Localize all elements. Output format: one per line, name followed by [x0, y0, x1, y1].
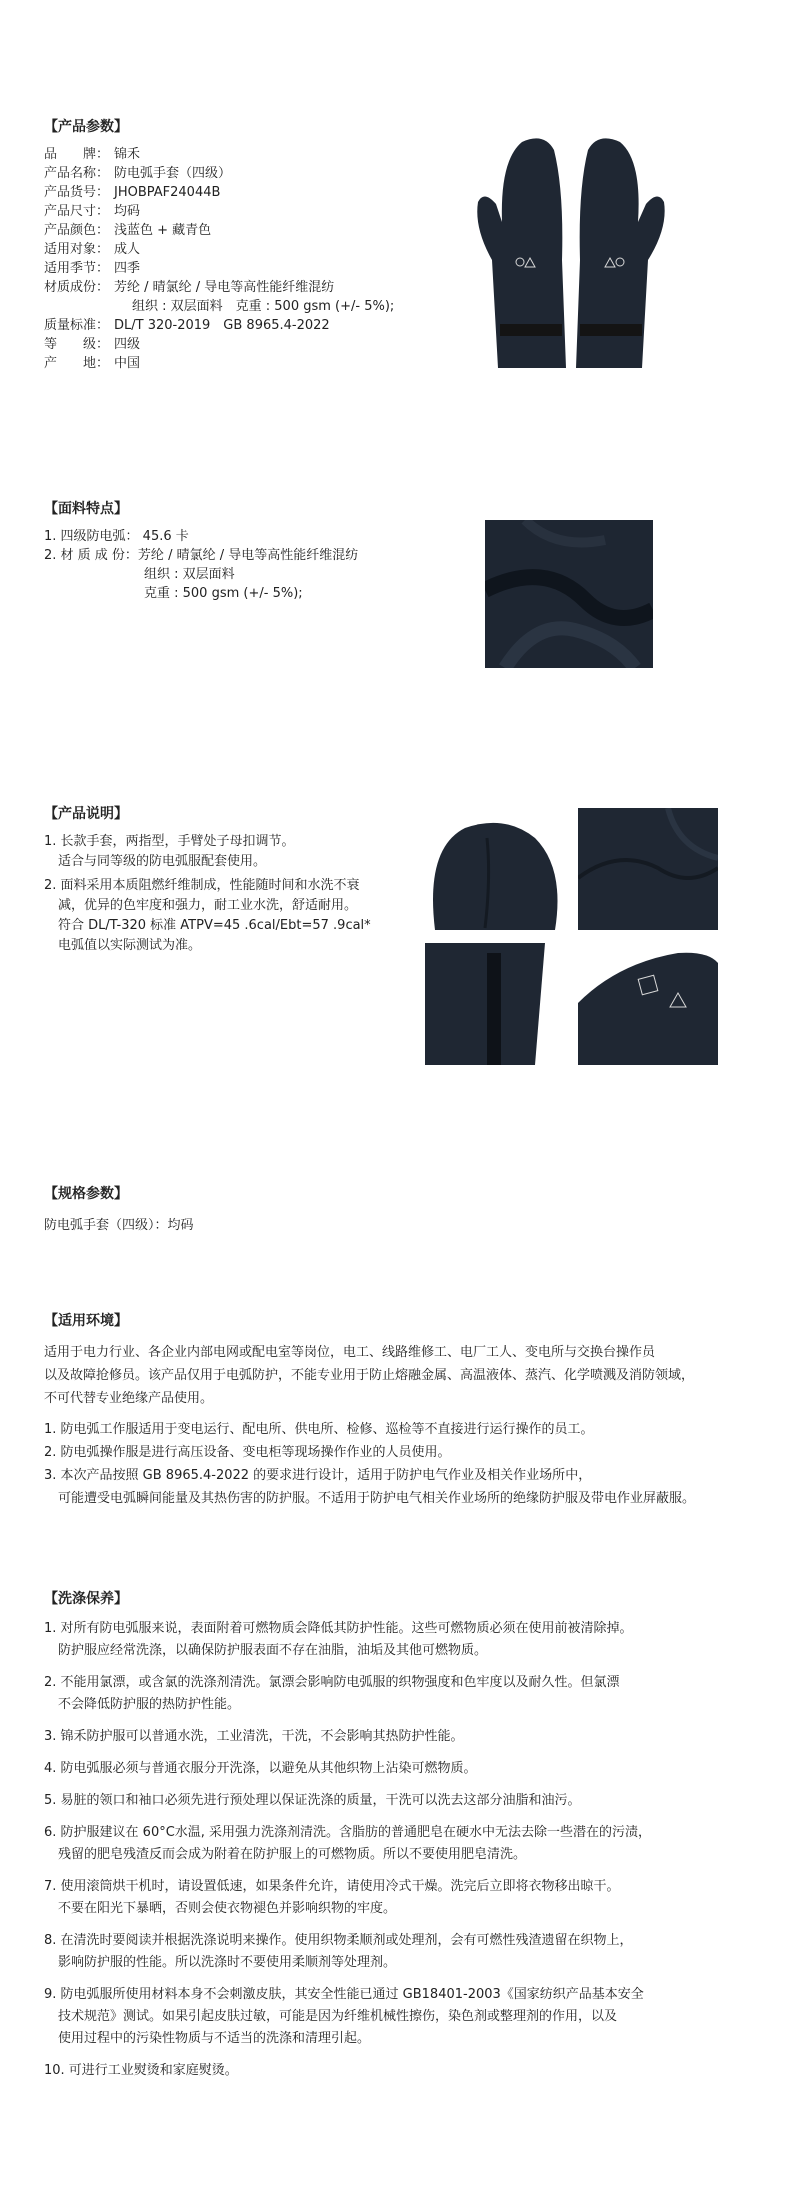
care-item: 10. 可进行工业熨烫和家庭熨烫。	[44, 2063, 238, 2078]
param-row: 产 地： 中国	[44, 356, 141, 371]
desc-title: 【产品说明】	[44, 806, 128, 822]
desc-section	[44, 805, 371, 956]
care-item: 2. 不能用氯漂，或含氯的洗涤剂清洗。氯漂会影响防电弧服的织物强度和色牢度以及耐久性。但氯漂 不会降低防护服的热防护性能。	[44, 1675, 620, 1712]
env-intro-line: 不可代替专业绝缘产品使用。	[44, 1391, 214, 1406]
param-row: 等 级： 四级	[44, 337, 141, 352]
fabric-line: 1. 四级防电弧： 45.6 卡	[44, 529, 189, 544]
env-item: 可能遭受电弧瞬间能量及其热伤害的防护服。不适用于防护电气相关作业场所的绝缘防护服及带电作业屏蔽服。	[58, 1491, 696, 1506]
param-row: 适用季节： 四季	[44, 261, 141, 276]
care-item: 5. 易脏的领口和袖口必须先进行预处理以保证洗涤的质量，干洗可以洗去这部分油脂和油污。	[44, 1793, 581, 1808]
param-row: 组织 : 双层面料 克重 : 500 gsm (+/- 5%);	[132, 299, 395, 314]
param-row: 产品尺寸： 均码	[44, 204, 141, 219]
env-section	[44, 1310, 695, 1510]
detail-thumb-mitten	[425, 808, 565, 930]
desc-line: 电弧值以实际测试为准。	[58, 938, 202, 953]
spec-text: 防电弧手套（四级）：均码	[44, 1218, 194, 1233]
care-item: 9. 防电弧服所使用材料本身不会刺激皮肤，其安全性能已通过 GB18401-2003《国家纺织产品基本安全 技术规范》测试。如果引起皮肤过敏，可能是因为纤维机械性擦伤，染色剂或整理剂的作用，以及 使用过程中的污染性物质与不适当的洗涤和清理引起。	[44, 1987, 644, 2046]
detail-thumb-logo	[578, 943, 718, 1065]
care-item: 6. 防护服建议在 60°C水温, 采用强力洗涤剂清洗。含脂肪的普通肥皂在硬水中无法去除一些潜在的污渍， 残留的肥皂残渣反而会成为附着在防护服上的可燃物质。所以不要使用肥皂清洗。	[44, 1825, 652, 1862]
fabric-section	[44, 500, 358, 603]
fabric-line: 2. 材 质 成 份：芳纶 / 晴氯纶 / 导电等高性能纤维混纺	[44, 548, 359, 563]
param-row: 材质成份： 芳纶 / 晴氯纶 / 导电等高性能纤维混纺	[44, 280, 335, 295]
care-section	[44, 1588, 651, 2082]
desc-list	[44, 832, 371, 956]
env-title: 【适用环境】	[44, 1313, 128, 1329]
env-item: 3. 本次产品按照 GB 8965.4-2022 的要求进行设计，适用于防护电气作业及相关作业场所中，	[44, 1468, 592, 1483]
env-list	[44, 1418, 695, 1510]
care-item: 7. 使用滚筒烘干机时，请设置低速，如果条件允许，请使用冷式干燥。洗完后立即将衣物移出晾干。 不要在阳光下暴晒，否则会使衣物褪色并影响织物的牢度。	[44, 1879, 620, 1916]
param-row: 质量标准： DL/T 320-2019 GB 8965.4-2022	[44, 318, 330, 333]
detail-image-3	[425, 943, 565, 1065]
fabric-closeup-image	[485, 520, 653, 668]
care-item: 4. 防电弧服必须与普通衣服分开洗涤，以避免从其他织物上沾染可燃物质。	[44, 1761, 477, 1776]
product-image-gloves	[470, 130, 670, 370]
fabric-line: 组织 : 双层面料	[144, 567, 235, 582]
env-item: 1. 防电弧工作服适用于变电运行、配电所、供电所、检修、巡检等不直接进行运行操作的员工。	[44, 1422, 594, 1437]
care-item: 1. 对所有防电弧服来说，表面附着可燃物质会降低其防护性能。这些可燃物质必须在使用前被清除掉。 防护服应经常洗涤，以确保防护服表面不存在油脂，油垢及其他可燃物质。	[44, 1621, 633, 1658]
param-row: 产品货号： JHOBPAF24044B	[44, 185, 221, 200]
care-item: 8. 在清洗时要阅读并根据洗涤说明来操作。使用织物柔顺剂或处理剂，会有可燃性残渣遗留在织物上， 影响防护服的性能。所以洗涤时不要使用柔顺剂等处理剂。	[44, 1933, 633, 1970]
env-intro	[44, 1341, 695, 1410]
fabric-line: 克重 : 500 gsm (+/- 5%);	[144, 586, 303, 601]
spec-section	[44, 1185, 194, 1235]
params-section	[44, 118, 394, 373]
env-intro-line: 以及故障抢修员。该产品仅用于电弧防护，不能专业用于防止熔融金属、高温液体、蒸汽、化学喷溅及消防领域，	[44, 1368, 695, 1383]
desc-line: 1. 长款手套，两指型，手臂处子母扣调节。	[44, 834, 295, 849]
care-title: 【洗涤保养】	[44, 1591, 128, 1607]
detail-image-2	[578, 808, 718, 930]
param-row: 产品颜色： 浅蓝色 + 藏青色	[44, 223, 212, 238]
gloves-illustration	[470, 130, 670, 370]
spec-title: 【规格参数】	[44, 1186, 128, 1202]
params-title: 【产品参数】	[44, 119, 128, 135]
detail-thumb-strap	[425, 943, 565, 1065]
desc-line: 减，优异的色牢度和强力，耐工业水洗，舒适耐用。	[58, 898, 358, 913]
desc-line: 符合 DL/T-320 标准 ATPV=45 .6cal/Ebt=57 .9cal*	[58, 918, 371, 933]
desc-line: 2. 面料采用本质阻燃纤维制成，性能随时间和水洗不衰	[44, 878, 360, 893]
fabric-texture	[485, 520, 653, 668]
env-item: 2. 防电弧操作服是进行高压设备、变电柜等现场操作作业的人员使用。	[44, 1445, 451, 1460]
desc-line: 适合与同等级的防电弧服配套使用。	[58, 854, 267, 869]
env-intro-line: 适用于电力行业、各企业内部电网或配电室等岗位，电工、线路维修工、电厂工人、变电所与交换台操作员	[44, 1345, 656, 1360]
care-list	[44, 1618, 651, 2082]
detail-thumb-cuff	[578, 808, 718, 930]
fabric-list	[44, 527, 358, 603]
fabric-title: 【面料特点】	[44, 501, 128, 517]
param-row: 产品名称： 防电弧手套（四级）	[44, 166, 232, 181]
detail-image-4	[578, 943, 718, 1065]
param-row: 品 牌： 锦禾	[44, 147, 141, 162]
param-row: 适用对象： 成人	[44, 242, 141, 257]
care-item: 3. 锦禾防护服可以普通水洗，工业清洗，干洗，不会影响其热防护性能。	[44, 1729, 464, 1744]
params-list	[44, 145, 394, 373]
detail-image-1	[425, 808, 565, 930]
